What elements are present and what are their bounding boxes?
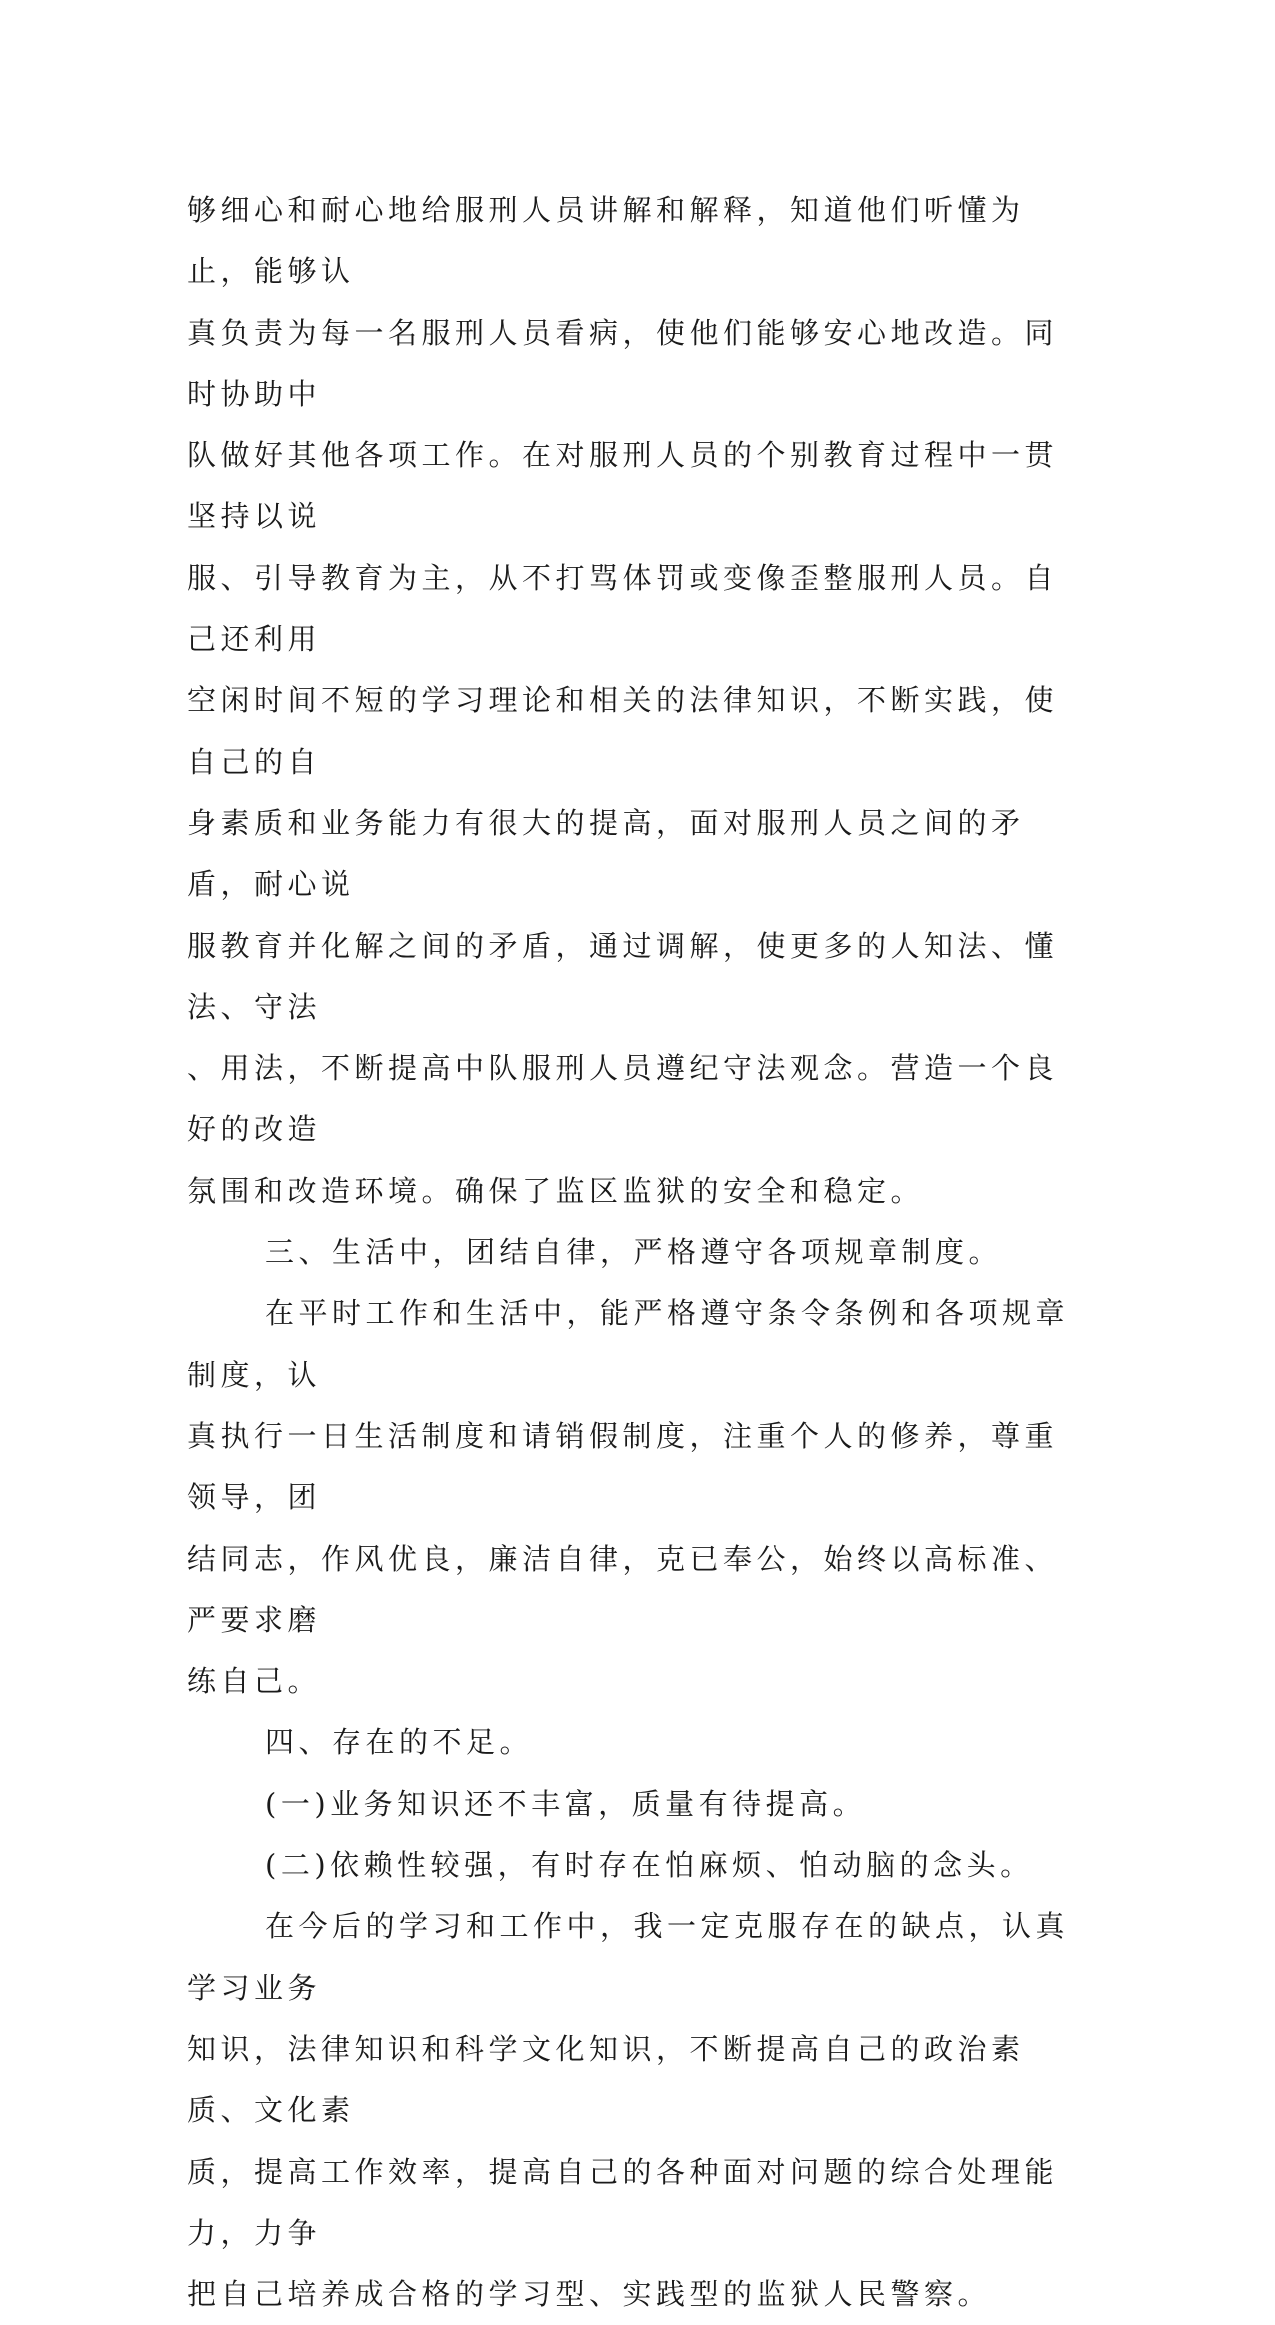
paragraph-life-discipline xyxy=(187,1283,1082,1712)
heading-text: 四、存在的不足。 xyxy=(265,1725,534,1760)
heading-text: 三、生活中，团结自律，严格遵守各项规章制度。 xyxy=(265,1235,1003,1270)
document-body xyxy=(187,180,1082,2325)
text-line: 把自己培养成合格的学习型、实践型的监狱人民警察。 xyxy=(187,2277,992,2312)
text-line: 空闲时间不短的学习理论和相关的法律知识，不断实践，使自己的自 xyxy=(187,683,1059,779)
text-line: 身素质和业务能力有很大的提高，面对服刑人员之间的矛盾，耐心说 xyxy=(187,805,1025,902)
text-line: 知识，法律知识和科学文化知识，不断提高自己的政治素质、文化素 xyxy=(187,2031,1025,2128)
text-line: 在平时工作和生活中，能严格遵守条令条例和各项规章制度，认 xyxy=(187,1296,1070,1392)
text-line: 结同志，作风优良，廉洁自律，克已奉公，始终以高标准、严要求磨 xyxy=(187,1541,1059,1637)
text-line: 队做好其他各项工作。在对服刑人员的个别教育过程中一贯坚持以说 xyxy=(187,438,1059,534)
list-item-shortcoming-2 xyxy=(187,1835,1082,1896)
text-line: 真负责为每一名服刑人员看病，使他们能够安心地改造。同时协助中 xyxy=(187,315,1059,411)
paragraph-future-plan xyxy=(187,1896,1082,2325)
text-line: 服教育并化解之间的矛盾，通过调解，使更多的人知法、懂法、守法 xyxy=(187,928,1059,1024)
text-line: 、用法，不断提高中队服刑人员遵纪守法观念。营造一个良好的改造 xyxy=(187,1051,1059,1147)
list-item-shortcoming-1 xyxy=(187,1774,1082,1835)
section-heading-life xyxy=(187,1222,1082,1283)
list-item-text: (二)依赖性较强，有时存在怕麻烦、怕动脑的念头。 xyxy=(265,1848,1034,1883)
text-line: 够细心和耐心地给服刑人员讲解和解释，知道他们听懂为止，能够认 xyxy=(187,193,1025,289)
text-line: 氛围和改造环境。确保了监区监狱的安全和稳定。 xyxy=(187,1173,925,1208)
section-heading-shortcomings xyxy=(187,1712,1082,1773)
text-line: 服、引导教育为主，从不打骂体罚或变像歪整服刑人员。自己还利用 xyxy=(187,560,1059,657)
text-line: 质，提高工作效率，提高自己的各种面对问题的综合处理能力，力争 xyxy=(187,2154,1059,2250)
text-line: 真执行一日生活制度和请销假制度，注重个人的修养，尊重领导，团 xyxy=(187,1418,1059,1515)
paragraph-work-duties xyxy=(187,180,1082,1222)
text-line: 在今后的学习和工作中，我一定克服存在的缺点，认真学习业务 xyxy=(187,1909,1070,2005)
text-line: 练自己。 xyxy=(187,1664,322,1699)
list-item-text: (一)业务知识还不丰富，质量有待提高。 xyxy=(265,1786,867,1821)
